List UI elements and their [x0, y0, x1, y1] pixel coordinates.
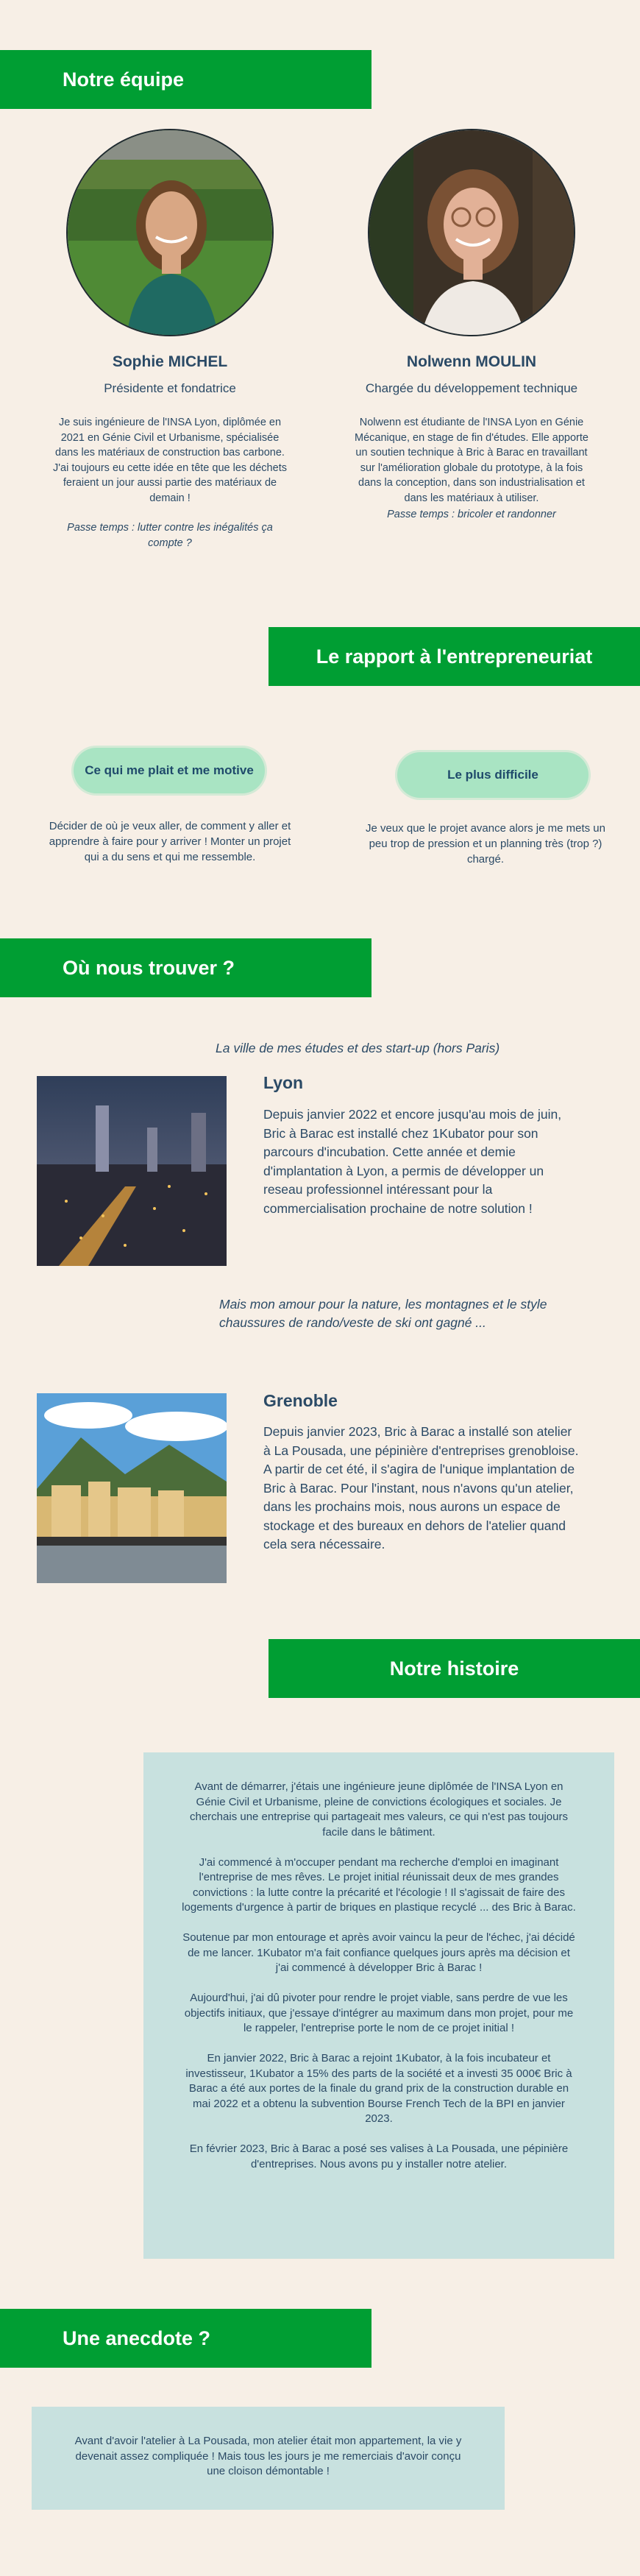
sophie-portrait-icon: [68, 130, 274, 336]
location-heading-band: [0, 938, 371, 997]
member-hobby: Passe temps : lutter contre les inégalités ça compte ?: [67, 522, 273, 549]
sophie-photo: [66, 129, 274, 336]
grenoble-title: Grenoble: [263, 1391, 338, 1410]
history-paragraph: Aujourd'hui, j'ai dû pivoter pour rendre le projet viable, sans perdre de vue les objectifs initiaux, que j'essaye d'intégrer au maximum dans mon projet, pour me le rappeler, l'entreprise porte le nom de ce projet initial !: [184, 1992, 574, 2034]
hard-text: Je veux que le projet avance alors je me mets un peu trop de pression et un planning très (trop ?) chargé.: [365, 822, 605, 866]
anecdote-heading: Une anecdote ?: [63, 2326, 211, 2349]
anecdote-card: [32, 2407, 505, 2510]
city-night-icon: [37, 1076, 227, 1266]
member-bio: [350, 415, 593, 537]
history-paragraph: J'ai commencé à m'occuper pendant ma recherche d'emploi en imaginant l'entreprise de mes rêves. Le projet initial réunissait deux de mes grandes convictions : la lutte contre la précarité et l'écologie ! Il s'agissait de faire des logements d'urgence à partir de briques en plastique recyclé ... des Bric à Barac.: [182, 1855, 576, 1914]
likes-pill: [74, 748, 265, 793]
anecdote-heading-band: [0, 2309, 371, 2368]
history-paragraph: Avant de démarrer, j'étais une ingénieure jeune diplômée de l'INSA Lyon en Génie Civil et Urbanisme, pleine de convictions écologiques et sociales. Je cherchais une entreprise qui partageait mes valeurs, ce qui n'est pas toujours facile dans le bâtiment.: [190, 1780, 568, 1839]
grenoble-text: Depuis janvier 2023, Bric à Barac a installé son atelier à La Pousada, une pépinière d'entreprises grenobloise. A partir de cet été, il s'agira de l'unique implantation de Bric à Barac. Pour l'instant, nous n'avons qu'un atelier, dans les prochains mois, nous aurons un espace de stockage et des bureaux en dehors de l'atelier quand cela sera nécessaire.: [263, 1424, 579, 1551]
entrepreneurship-heading-band: [269, 627, 640, 686]
grenoble-quote: Mais mon amour pour la nature, les montagnes et le style chaussures de rando/veste de ski ont gagné ...: [219, 1297, 547, 1330]
history-paragraph: Soutenue par mon entourage et après avoir vaincu la peur de l'échec, j'ai décidé de me lancer. 1Kubator m'a fait confiance quelques jours après ma décision et j'ai commencé à développer Bric à Barac !: [182, 1931, 575, 1974]
member-role: Chargée du développement technique: [365, 381, 578, 395]
member-bio-text: Je suis ingénieure de l'INSA Lyon, diplômée en 2021 en Génie Civil et Urbanisme, spécialisée dans les matériaux de construction bas carbone. J'ai toujours eu cette idée en tête que les déchets feraient un jour aussi partie des matériaux de demain !: [53, 417, 287, 504]
nolwenn-photo: [368, 129, 575, 336]
team-heading: Notre équipe: [63, 68, 185, 91]
lyon-text: Depuis janvier 2022 et encore jusqu'au mois de juin, Bric à Barac est installé chez 1Kubator pour son parcours d'incubation. Cette année et demie d'implantation à Lyon, a permis de développer un reseau professionnel intéressant pour la commercialisation prochaine de notre solution !: [263, 1107, 562, 1216]
city-mountains-icon: [37, 1393, 227, 1583]
grenoble-photo: [37, 1393, 227, 1583]
hard-label: Le plus difficile: [447, 768, 538, 782]
entrepreneurship-heading: Le rapport à l'entrepreneuriat: [316, 645, 593, 668]
anecdote-text: Avant d'avoir l'atelier à La Pousada, mon atelier était mon appartement, la vie y devenait assez compliquée ! Mais tous les jours je me remerciais d'avoir conçu une cloison démontable !: [74, 2435, 462, 2477]
likes-label: Ce qui me plait et me motive: [85, 763, 254, 777]
member-bio-text: Nolwenn est étudiante de l'INSA Lyon en Génie Mécanique, en stage de fin d'études. Elle apporte un soutien technique à Bric à Barac en travaillant sur l'amélioration globale du prototype, à la fois dans la conception, dans son industrialisation et dans les matériaux à utiliser.: [355, 417, 589, 504]
history-card: [143, 1752, 614, 2259]
lyon-title: Lyon: [263, 1073, 304, 1092]
hard-pill: [397, 752, 589, 798]
lyon-photo: [37, 1076, 227, 1266]
member-hobby: Passe temps : bricoler et randonner: [387, 509, 556, 520]
nolwenn-portrait-icon: [369, 130, 575, 336]
location-heading: Où nous trouver ?: [63, 956, 235, 979]
team-heading-band: [0, 50, 371, 109]
member-name: Sophie MICHEL: [112, 353, 228, 370]
member-bio: [49, 415, 291, 565]
history-heading-band: [269, 1639, 640, 1698]
lyon-quote: La ville de mes études et des start-up (hors Paris): [216, 1041, 500, 1055]
member-name: Nolwenn MOULIN: [406, 353, 537, 370]
likes-text: Décider de où je veux aller, de comment y aller et apprendre à faire pour y arriver ! Monter un projet qui a du sens et qui me ressemble.: [49, 820, 291, 863]
history-paragraph: En février 2023, Bric à Barac a posé ses valises à La Pousada, une pépinière d'entreprises. Nous avons pu y installer notre atelier.: [189, 2142, 569, 2170]
member-role: Présidente et fondatrice: [104, 381, 236, 395]
history-paragraph: En janvier 2022, Bric à Barac a rejoint 1Kubator, à la fois incubateur et investisseur, 1Kubator a 15% des parts de la société et a investi 35 000€ Bric à Barac a été aux portes de la finale du grand prix de la construction durable en mai 2022 et a obtenu la subvention Bourse French Tech de la BPI en janvier 2023.: [185, 2052, 572, 2125]
history-heading: Notre histoire: [389, 1657, 519, 1680]
